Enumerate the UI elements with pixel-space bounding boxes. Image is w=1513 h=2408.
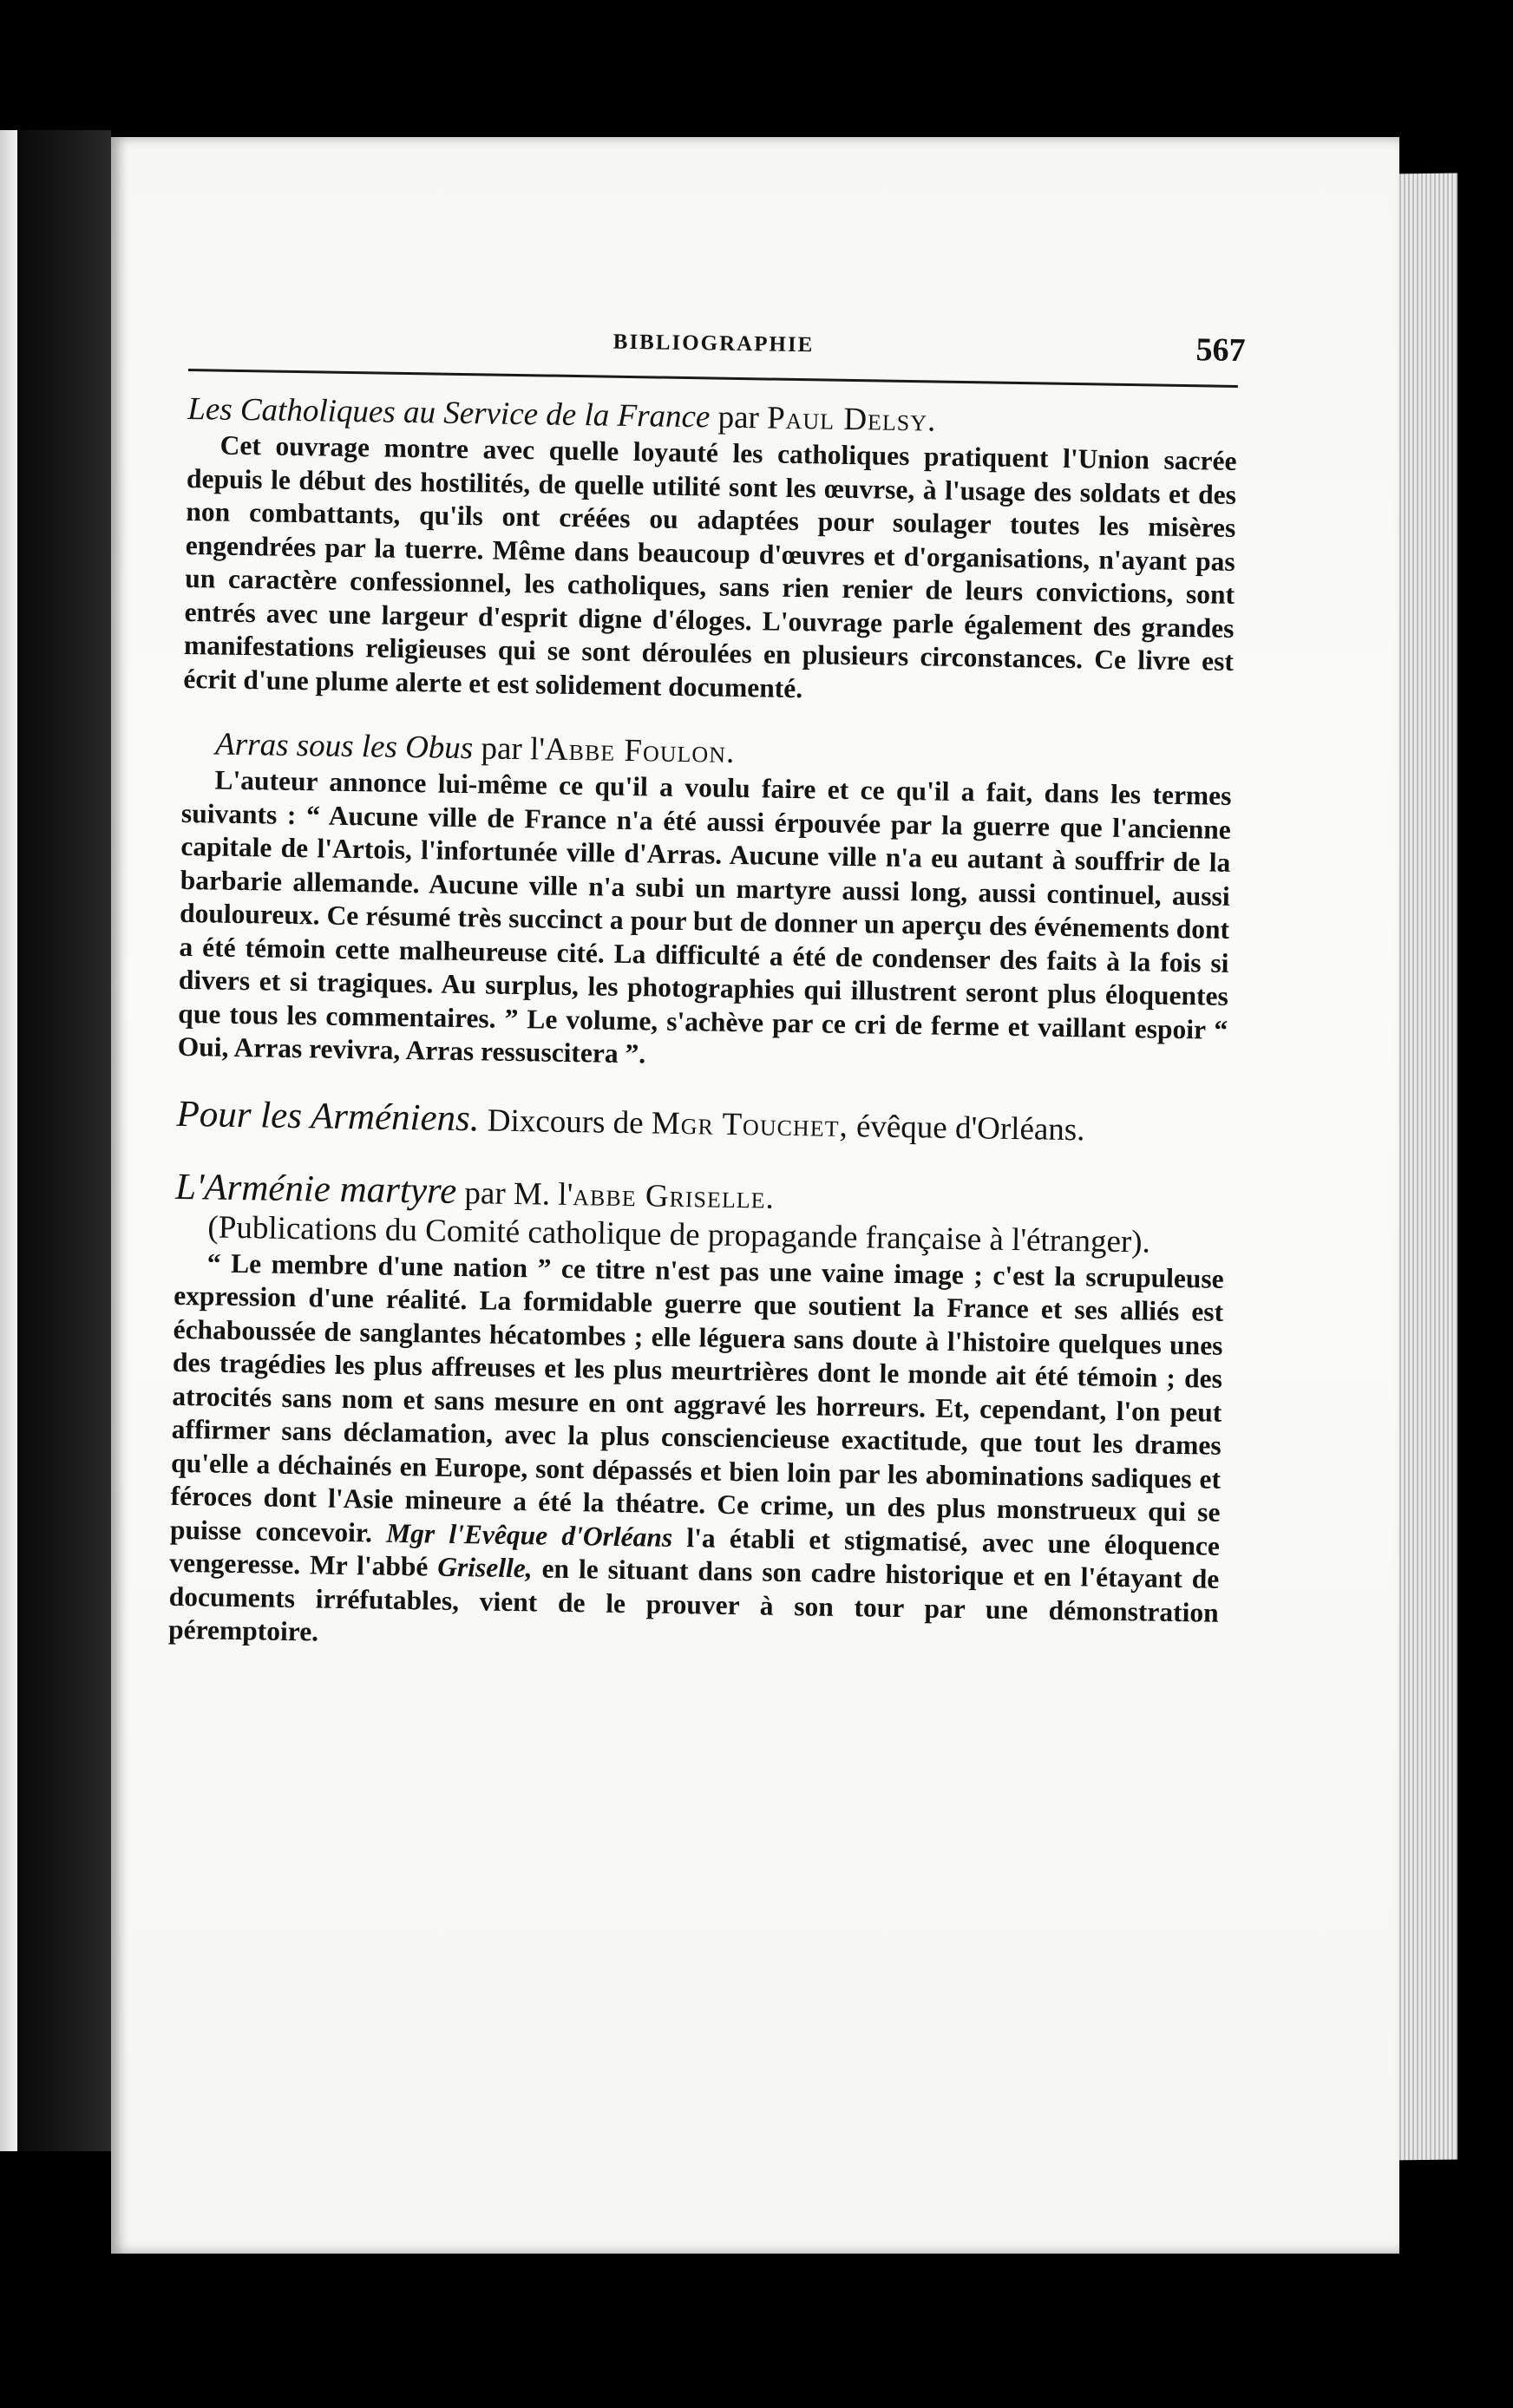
bibliography-entry: [177, 725, 1232, 1080]
entry-title: Les Catholiques au Service de la France: [187, 390, 711, 435]
entry-body: Cet ouvrage montre avec quelle loyauté les catholiques pratiquent l'Union sacrée depuis le début des hostilités, de quelle utilité sont les œuvrse, à l'usage des soldats et des non combattants, qu'ils ont créées ou adaptées pour soulager toutes les misères engendrées par la tuerre. Même dans beaucoup d'œuvres et d'organisations, n'ayant pas un caractère confessionnel, les catholiques, sans rien renier de leurs convictions, sont entrés avec une largeur d'esprit digne d'éloges. L'ouvrage parle également des grandes manifestations religieuses qui se sont déroulées en plusieurs circonstances. Ce livre est écrit d'une plume alerte et est solidement documenté.: [183, 429, 1237, 703]
facing-page-edge: [0, 130, 17, 2151]
entry-by: par M. l': [464, 1175, 573, 1213]
entry-body-part: l'a établi et stigmatisé, avec une éloquence vengeresse. Mr l'abbé: [169, 1521, 1221, 1582]
entry-body: [168, 1246, 1224, 1663]
entry-title: Arras sous les Obus: [214, 726, 474, 767]
entry-author: Paul Delsy.: [766, 400, 937, 439]
entry-body-part: en le situant dans son cadre historique et en l'étayant de documents irréfutables, vient de le prouver à son tour par une démonstration péremptoire.: [167, 1553, 1220, 1647]
entry-title: L'Arménie martyre: [174, 1166, 457, 1212]
page-number: 567: [1195, 331, 1246, 370]
running-head: BIBLIOGRAPHIE: [612, 330, 815, 357]
bibliography-entry: [168, 1168, 1226, 1663]
entry-title: Pour les Arméniens.: [176, 1093, 481, 1139]
entry-body-part: “ Le membre d'une nation ” ce titre n'est pas une vaine image ; c'est la scrupuleuse expression d'une réalité. La formidable guerre que soutient la France et ses alliés est échaboussée de sanglantes hécatombes ; elle léguera sans doute à l'histoire quelques unes des tragédies les plus affreuses et les plus meurtrières dont le monde ait été témoin ; des atrocités sans nom et sans mesure en ont aggravé les horreurs. Et, cependant, l'on peut affirmer sans déclamation, avec la plus consciencieuse exactitude, que tout les drames qu'elle a déchainés en Europe, sont dépassés et bien loin par les abominations sadiques et féroces dont l'Asie mineure a été la théatre. Ce crime, un des plus monstrueux qui se puisse concevoir.: [169, 1247, 1224, 1548]
book-page: [111, 137, 1399, 2254]
entry-body-emphasis: Mgr l'Evêque d'Orléans: [385, 1517, 673, 1553]
entry-body-emphasis: Griselle,: [437, 1551, 533, 1584]
entry-by: Dixcours de: [487, 1103, 644, 1141]
entry-by: par: [717, 399, 760, 436]
entry-tail: évêque d'Orléans.: [855, 1108, 1085, 1148]
entry-by: par l': [481, 730, 546, 768]
entry-author: Mgr Touchet,: [651, 1104, 849, 1144]
entry-author: Abbe Foulon.: [544, 731, 736, 770]
bibliography-entry: [183, 390, 1237, 712]
page-content: [167, 315, 1246, 1663]
entry-body: L'auteur annonce lui-même ce qu'il a voulu faire et ce qu'il a fait, dans les termes suivants : “ Aucune ville de France n'a été aussi érpouvée par la guerre que l'ancienne capitale de l'Artois, l'infortunée ville d'Arras. Aucune ville n'a eu autant à souffrir de la barbarie allemande. Aucune ville n'a subi un martyre aussi long, aussi continuel, aussi douloureux. Ce résumé très succinct a pour but de donner un aperçu des événements dont a été témoin cette malheureuse cité. La difficulté a été de condenser des faits à la fois si divers et si tragiques. Au surplus, les photographies qui illustrent seront plus éloquentes que tous les commentaires. ” Le volume, s'achève par ce cri de ferme et vaillant espoir “ Oui, Arras revivra, Arras ressuscitera ”.: [177, 764, 1232, 1070]
entry-author: abbe Griselle.: [572, 1176, 776, 1216]
page-header: [188, 315, 1246, 385]
entry-publication: (Publications du Comité catholique de propagande française à l'étranger).: [207, 1208, 1151, 1260]
book-gutter: [17, 130, 111, 2151]
